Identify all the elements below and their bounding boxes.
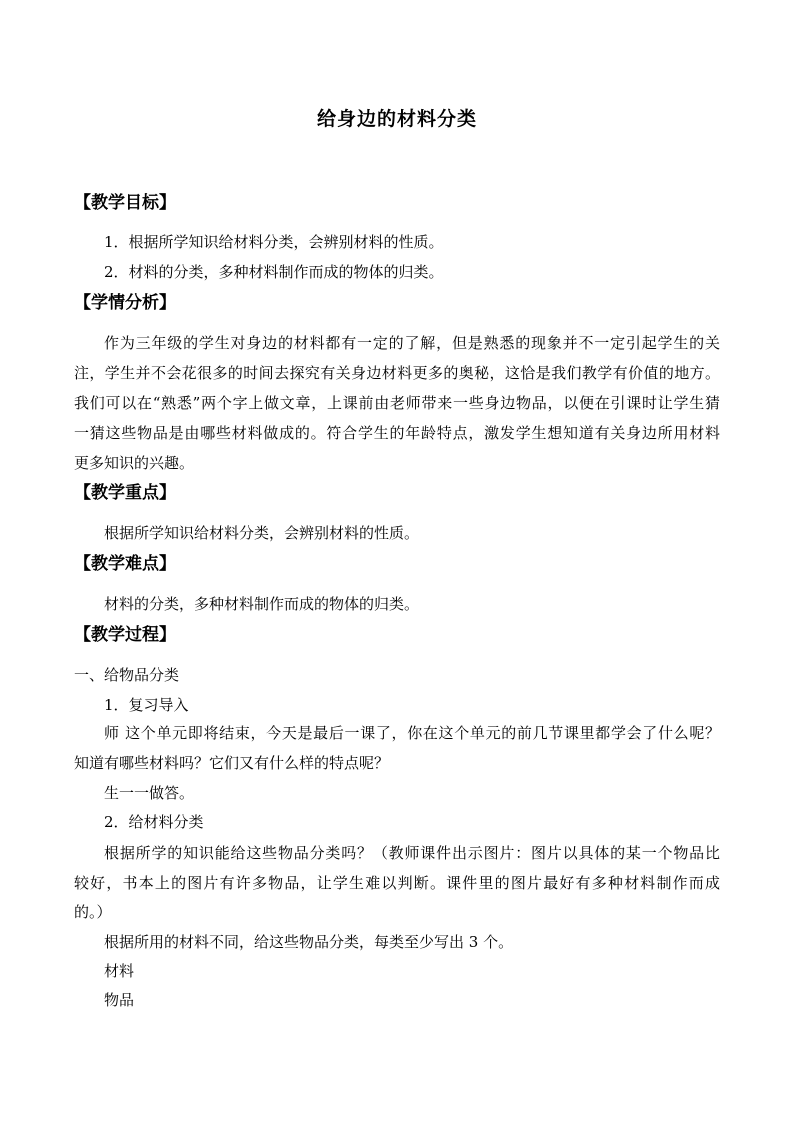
section-heading-analysis: 【学情分析】	[74, 293, 176, 313]
table-label-material: 材料	[104, 962, 135, 980]
goal-item-2: 2．材料的分类，多种材料制作而成的物体的归类。	[104, 263, 444, 281]
difficulties-text: 材料的分类，多种材料制作而成的物体的归类。	[104, 595, 420, 613]
process-step2-instruction: 根据所用的材料不同，给这些物品分类，每类至少写出 3 个。	[104, 933, 514, 951]
analysis-line-3: 我们可以在“熟悉”两个字上做文章，上课前由老师带来一些身边物品，以便在引课时让学生猜	[74, 394, 720, 412]
process-step2-line-2: 较好，书本上的图片有许多物品，让学生难以判断。课件里的图片最好有多种材料制作而成	[74, 874, 720, 892]
analysis-line-1: 作为三年级的学生对身边的材料都有一定的了解，但是熟悉的现象并不一定引起学生的关	[104, 334, 720, 352]
process-step2-line-1: 根据所学的知识能给这些物品分类吗？（教师课件出示图片：图片以具体的某一个物品比	[104, 844, 720, 862]
goal-item-1: 1．根据所学知识给材料分类，会辨别材料的性质。	[104, 233, 444, 251]
process-step2-line-3: 的。）	[74, 903, 112, 921]
table-label-items: 物品	[104, 991, 135, 1009]
process-step1-answer: 生一一做答。	[104, 784, 195, 802]
process-step1-line-2: 知道有哪些材料吗？它们又有什么样的特点呢？	[74, 754, 390, 772]
analysis-line-2: 注，学生并不会花很多的时间去探究有关身边材料更多的奥秘，这恰是我们教学有价值的地方。	[74, 364, 720, 382]
process-step1-line-1: 师 这个单元即将结束，今天是最后一课了，你在这个单元的前几节课里都学会了什么呢？	[104, 724, 720, 742]
key-points-text: 根据所学知识给材料分类，会辨别材料的性质。	[104, 524, 420, 542]
document-title: 给身边的材料分类	[316, 108, 477, 130]
section-heading-process: 【教学过程】	[74, 625, 176, 645]
process-step2-title: 2．给材料分类	[104, 813, 204, 831]
process-step1-title: 1．复习导入	[104, 696, 189, 714]
section-heading-goals: 【教学目标】	[74, 193, 176, 213]
analysis-line-5: 更多知识的兴趣。	[74, 454, 195, 472]
process-part1-title: 一、给物品分类	[74, 666, 180, 684]
analysis-line-4: 一猜这些物品是由哪些材料做成的。符合学生的年龄特点，激发学生想知道有关身边所用材料	[74, 424, 720, 442]
section-heading-difficulties: 【教学难点】	[74, 554, 176, 574]
section-heading-key-points: 【教学重点】	[74, 483, 176, 503]
